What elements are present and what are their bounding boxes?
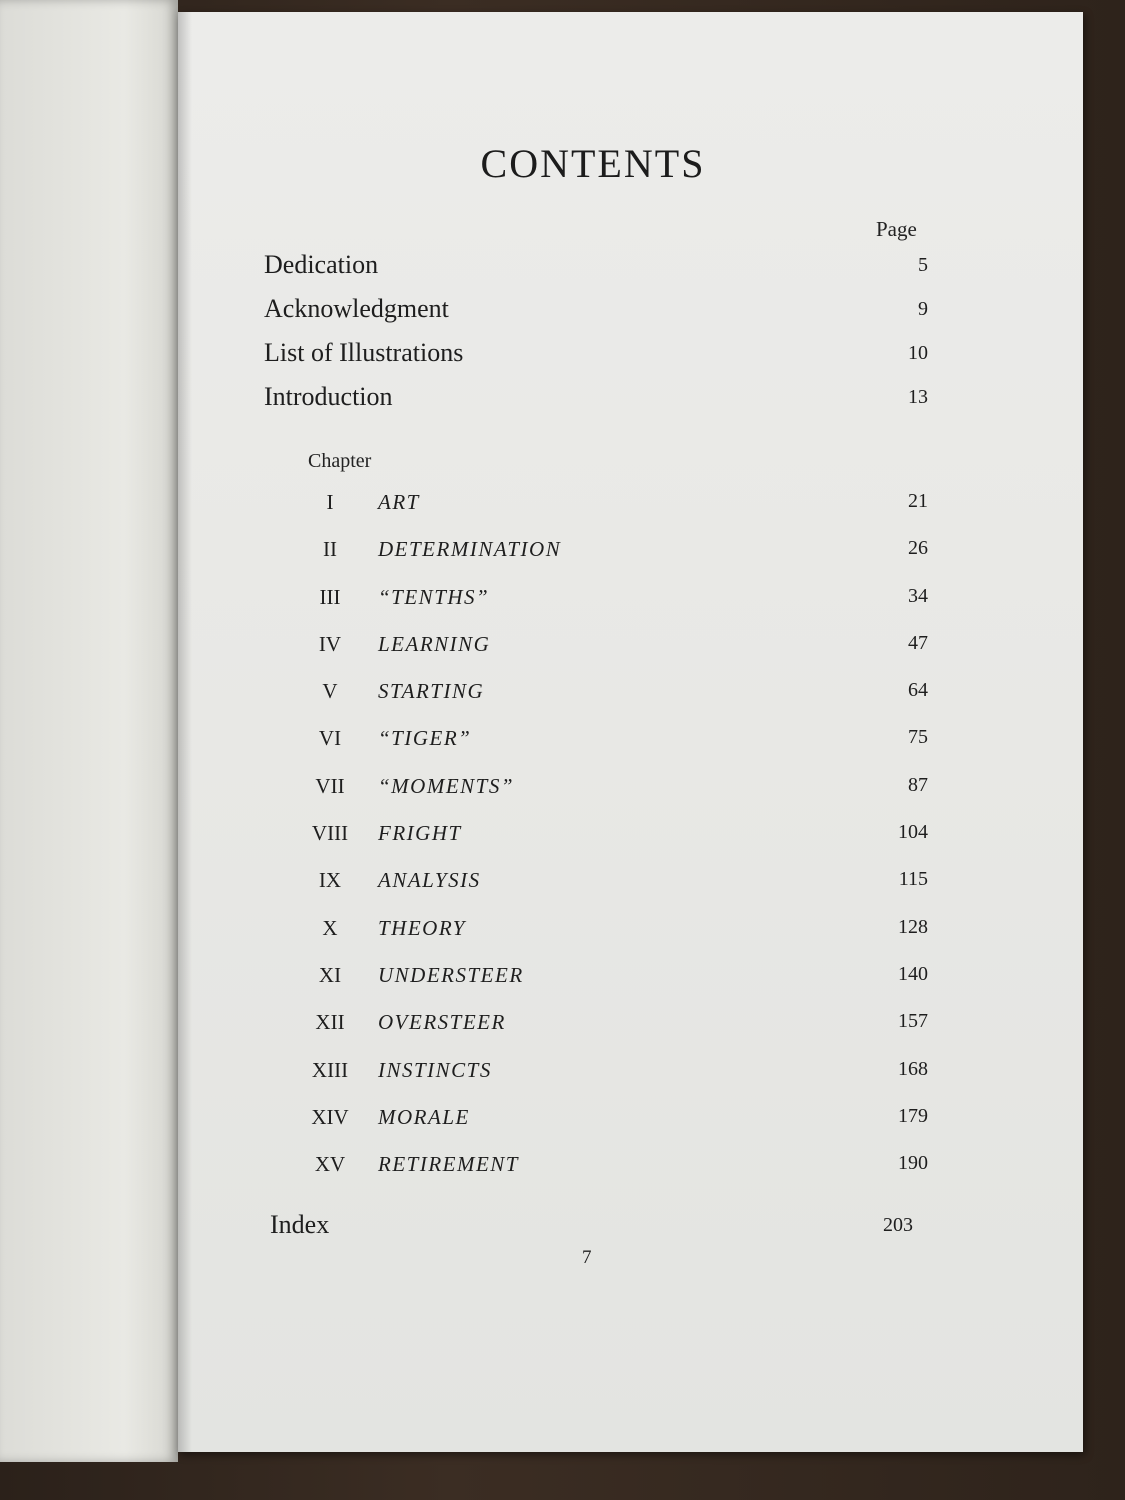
chapter-numeral: XII [315,1010,345,1035]
front-matter-page: 13 [908,386,928,408]
index-row [270,1210,913,1244]
chapter-row [298,1149,928,1196]
chapter-title: INSTINCTS [378,1057,492,1082]
chapter-page: 104 [898,821,928,844]
chapter-row [298,818,928,865]
chapter-numeral: VIII [311,821,349,846]
chapter-title: OVERSTEER [378,1010,506,1035]
chapter-title: THEORY [378,915,466,940]
chapter-row [298,771,928,818]
front-matter-page: 5 [918,254,928,276]
chapter-page: 34 [908,584,928,607]
chapter-page: 75 [908,726,928,749]
chapter-title: LEARNING [378,631,491,656]
front-matter-row-illustrations [264,338,928,372]
facing-page [0,0,178,1462]
chapter-title: “TIGER” [378,726,472,751]
chapter-page: 128 [898,915,928,938]
chapter-numeral: XIV [311,1104,349,1129]
chapter-title: “MOMENTS” [378,773,515,798]
chapter-numeral: XV [314,1152,346,1177]
front-matter-row-acknowledgment [264,294,928,328]
chapter-page: 64 [908,679,928,702]
chapter-title: “TENTHS” [378,584,490,609]
chapter-row [298,913,928,960]
page-number: 7 [582,1247,592,1268]
chapter-numeral: IX [318,868,342,893]
chapter-page: 115 [898,868,928,891]
front-matter-label: List of Illustrations [264,338,464,367]
chapter-row [298,1007,928,1054]
chapter-list [298,487,928,1196]
chapter-numeral: VII [315,773,345,798]
chapter-page: 157 [898,1010,928,1033]
chapter-page: 190 [898,1152,928,1175]
page-title: CONTENTS [480,141,706,186]
chapter-row [298,534,928,581]
chapter-numeral: X [322,915,338,940]
chapter-title: DETERMINATION [378,537,562,562]
chapter-title: MORALE [378,1104,470,1129]
front-matter-page: 10 [908,342,928,364]
front-matter-page: 9 [918,298,928,320]
chapter-page: 140 [898,962,928,985]
chapter-title: STARTING [378,679,485,704]
front-matter-label: Dedication [264,250,379,279]
chapter-title: ART [378,490,420,514]
chapter-row [298,960,928,1007]
chapter-page: 47 [908,631,928,654]
chapter-row [298,487,928,534]
front-matter-row-introduction [264,382,928,416]
chapter-numeral: I [326,490,334,514]
chapter-page: 168 [898,1057,928,1080]
chapter-row [298,1102,928,1149]
chapter-heading: Chapter [308,450,372,472]
chapter-row [298,582,928,629]
index-label: Index [270,1210,330,1239]
page-gutter-shadow [178,12,192,1452]
page-column-label: Page [876,217,917,241]
chapter-title: FRIGHT [378,821,462,846]
front-matter-label: Acknowledgment [264,294,449,323]
chapter-title: UNDERSTEER [378,962,524,987]
chapter-row [298,865,928,912]
chapter-row [298,1055,928,1102]
chapter-page: 87 [908,773,928,796]
chapter-row [298,723,928,770]
chapter-page: 26 [908,537,928,560]
chapter-numeral: V [322,679,338,704]
chapter-numeral: IV [318,631,342,656]
contents-page [178,12,1083,1452]
chapter-numeral: XI [318,962,342,987]
chapter-title: RETIREMENT [378,1152,519,1177]
chapter-numeral: XIII [311,1057,349,1082]
chapter-page: 179 [898,1104,928,1127]
chapter-numeral: III [319,584,341,609]
chapter-numeral: VI [318,726,342,751]
chapter-page: 21 [908,490,928,512]
chapter-numeral: II [323,537,337,562]
index-page: 203 [883,1214,913,1236]
chapter-row [298,676,928,723]
front-matter-row-dedication [264,250,928,284]
chapter-title: ANALYSIS [378,868,481,893]
front-matter-label: Introduction [264,382,393,411]
chapter-row [298,629,928,676]
